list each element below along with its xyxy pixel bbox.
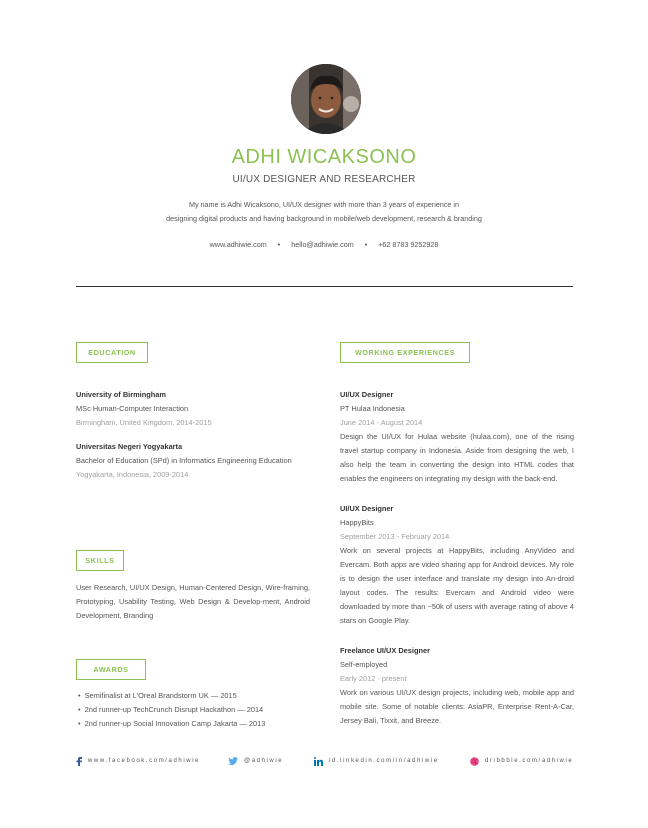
phone-number: +62 8783 9252928: [378, 240, 439, 249]
education-list: [76, 388, 312, 490]
degree: Bachelor of Education (SPd) in Informatics Engineering Education: [76, 456, 292, 465]
contact-line: [0, 240, 648, 249]
awards-heading: AWARDS: [76, 659, 146, 680]
skills-heading: SKILLS: [76, 550, 124, 571]
website-link[interactable]: www.adhiwie.com: [209, 240, 267, 249]
experience-entry: [340, 644, 574, 728]
education-heading: EDUCATION: [76, 342, 148, 363]
linkedin-icon: [314, 757, 323, 766]
company: PT Hulaa Indonesia: [340, 404, 405, 413]
email-link[interactable]: hello@adhiwie.com: [291, 240, 354, 249]
company: HappyBits: [340, 518, 374, 527]
education-meta: Yogyakarta, Indonesia, 2009-2014: [76, 470, 189, 479]
school-name: University of Birmingham: [76, 390, 166, 399]
degree: MSc Human-Computer Interaction: [76, 404, 189, 413]
profile-photo: [291, 64, 361, 134]
job-description: Work on several projects at HappyBits, including AnyVideo and Evercam. Both apps are video sharing app for Android devices. My role is to design the user interface and translate my design into An-droid layout codes. The results: Evercam and Android video were downloaded by more than ~50k of users with average rating of above 4 stars on Google Play.: [340, 546, 574, 625]
candidate-role: UI/UX DESIGNER AND RESEARCHER: [232, 174, 416, 185]
twitter-link[interactable]: [228, 756, 283, 766]
job-description: Design the UI/UX for Hulaa website (hulaa.com), one of the rising travel startup company in Indonesia. Aside from designing the web, I also help the team in converting the design into HTML codes that enables the engineers on integrating my design with the back-end.: [340, 432, 574, 483]
twitter-handle: @adhiwie: [244, 758, 284, 764]
award-item: • Semifinalist at L'Oreal Brandstorm UK — 2015: [78, 689, 312, 703]
candidate-name: ADHI WICAKSONO: [231, 146, 417, 168]
linkedin-link[interactable]: [314, 756, 439, 766]
separator: •: [364, 240, 368, 249]
job-role: Freelance UI/UX Designer: [340, 646, 430, 655]
facebook-link[interactable]: [76, 756, 200, 766]
dribbble-link[interactable]: [470, 756, 573, 766]
education-entry: [76, 440, 312, 482]
summary-line: designing digital products and having background in mobile/web development, research & branding: [166, 214, 482, 223]
job-role: UI/UX Designer: [340, 504, 394, 513]
dribbble-icon: [470, 757, 479, 766]
experience-list: [340, 388, 574, 736]
twitter-icon: [228, 757, 238, 765]
company: Self-employed: [340, 660, 388, 669]
job-description: Work on various UI/UX design projects, including web, mobile app and mobile site. Some of notable clients: AsiaPR, Enterprise Rent-A-Car, Jersey Bali, Tixxit, and Breeze.: [340, 688, 574, 725]
header-divider: [76, 286, 573, 287]
award-item: • 2nd runner-up TechCrunch Disrupt Hackathon — 2014: [78, 703, 312, 717]
experience-entry: [340, 388, 574, 486]
education-entry: [76, 388, 312, 430]
job-period: June 2014 - August 2014: [340, 418, 423, 427]
separator: •: [277, 240, 281, 249]
facebook-url: www.facebook.com/adhiwie: [88, 758, 201, 764]
school-name: Universitas Negeri Yogyakarta: [76, 442, 183, 451]
facebook-icon: [76, 757, 82, 766]
experience-entry: [340, 502, 574, 628]
job-period: Early 2012 - present: [340, 674, 407, 683]
summary: [120, 198, 528, 226]
experience-heading: WORKING EXPERIENCES: [340, 342, 470, 363]
linkedin-url: id.linkedin.com/in/adhiwie: [329, 758, 439, 764]
job-role: UI/UX Designer: [340, 390, 394, 399]
education-meta: Birmingham, United Kingdom, 2014-2015: [76, 418, 212, 427]
awards-list: [78, 689, 312, 731]
dribbble-url: dribbble.com/adhiwie: [485, 758, 574, 764]
skills-text: User Research, UI/UX Design, Human-Centered Design, Wire-framing, Prototyping, Usability Testing, Web Design & Develop-ment, Android Development, Branding: [76, 583, 310, 620]
award-item: • 2nd runner-up Social Innovation Camp Jakarta — 2013: [78, 717, 312, 731]
summary-line: My name is Adhi Wicaksono, UI/UX designer with more than 3 years of experience in: [188, 200, 460, 209]
job-period: September 2013 - February 2014: [340, 532, 450, 541]
